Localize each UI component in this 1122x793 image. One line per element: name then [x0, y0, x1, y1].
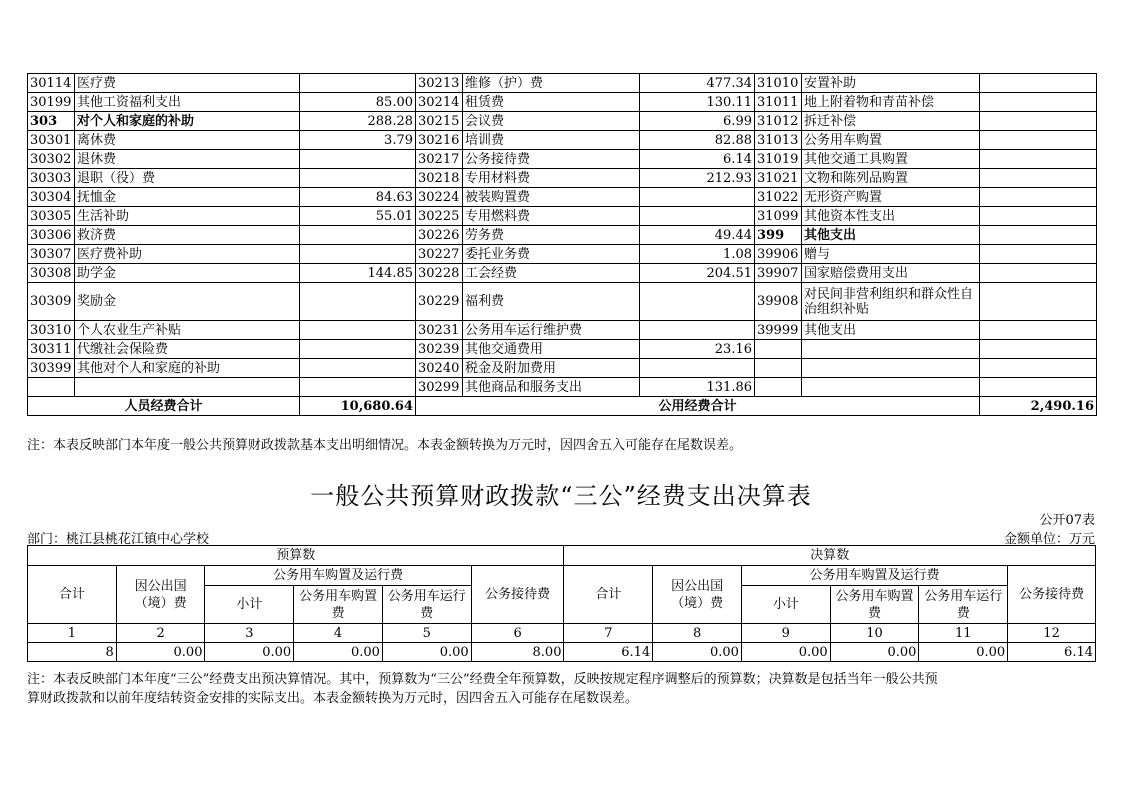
cell-name: 安置补助	[802, 74, 980, 93]
cell-code: 30310	[28, 321, 75, 340]
cell-amount: 0.00	[741, 643, 830, 662]
cell-name: 其他支出	[802, 321, 980, 340]
cell-code: 30229	[416, 283, 463, 321]
cell-code: 30309	[28, 283, 75, 321]
cell-amount: 6.14	[1008, 643, 1096, 662]
department-label: 部门：桃江县桃花江镇中心学校	[27, 532, 210, 547]
page-title: 一般公共预算财政拨款“三公”经费支出决算表	[310, 482, 812, 510]
cell-name: 代缴社会保险费	[75, 340, 300, 359]
cell-amount	[980, 74, 1097, 93]
cell-amount	[300, 378, 416, 397]
cell-name: 抚恤金	[75, 188, 300, 207]
cell-amount: 0.00	[830, 643, 919, 662]
table1-note: 注：本表反映部门本年度一般公共预算财政拨款基本支出明细情况。本表金额转换为万元时，因四舍五入可能存在尾数误差。	[27, 438, 743, 453]
column-index: 1	[28, 624, 117, 643]
cell-amount: 6.14	[564, 643, 653, 662]
cell-amount	[640, 283, 755, 321]
cell-amount	[980, 188, 1097, 207]
cell-code: 30239	[416, 340, 463, 359]
column-index: 11	[919, 624, 1008, 643]
cell-code: 31022	[755, 188, 802, 207]
header-car: 公务用车购置及运行费	[205, 566, 471, 586]
cell-code: 30217	[416, 150, 463, 169]
cell-name: 其他支出	[802, 226, 980, 245]
cell-code	[28, 378, 75, 397]
cell-name: 退职（役）费	[75, 169, 300, 188]
cell-name	[802, 359, 980, 378]
cell-name: 离休费	[75, 131, 300, 150]
cell-amount	[980, 131, 1097, 150]
table-row	[28, 378, 1097, 397]
cell-code: 31011	[755, 93, 802, 112]
cell-code: 39908	[755, 283, 802, 321]
cell-name: 其他资本性支出	[802, 207, 980, 226]
cell-code: 30305	[28, 207, 75, 226]
cell-amount	[300, 226, 416, 245]
cell-name: 奖励金	[75, 283, 300, 321]
cell-amount: 0.00	[116, 643, 205, 662]
cell-code	[755, 340, 802, 359]
cell-amount	[980, 169, 1097, 188]
total-label: 公用经费合计	[416, 397, 980, 416]
table-row	[28, 188, 1097, 207]
cell-amount: 84.63	[300, 188, 416, 207]
cell-code: 30215	[416, 112, 463, 131]
cell-amount: 0.00	[919, 643, 1008, 662]
cell-code: 39906	[755, 245, 802, 264]
cell-code	[755, 359, 802, 378]
cell-name: 税金及附加费用	[463, 359, 640, 378]
cell-amount	[980, 283, 1097, 321]
cell-amount	[300, 283, 416, 321]
cell-code: 30225	[416, 207, 463, 226]
cell-name: 对个人和家庭的补助	[75, 112, 300, 131]
cell-code: 30227	[416, 245, 463, 264]
cell-amount	[980, 321, 1097, 340]
cell-amount	[980, 359, 1097, 378]
cell-code: 30199	[28, 93, 75, 112]
column-index: 7	[564, 624, 653, 643]
table-row	[28, 74, 1097, 93]
cell-code: 30213	[416, 74, 463, 93]
cell-name: 其他商品和服务支出	[463, 378, 640, 397]
cell-code: 39999	[755, 321, 802, 340]
cell-code: 30214	[416, 93, 463, 112]
cell-name: 其他工资福利支出	[75, 93, 300, 112]
cell-name: 福利费	[463, 283, 640, 321]
cell-amount: 131.86	[640, 378, 755, 397]
cell-code: 30399	[28, 359, 75, 378]
table-row	[28, 226, 1097, 245]
cell-name: 公务接待费	[463, 150, 640, 169]
header-abroad: 因公出国（境）费	[116, 566, 205, 624]
table-row	[28, 207, 1097, 226]
table-row	[28, 93, 1097, 112]
column-index: 6	[471, 624, 564, 643]
unit-label: 金额单位：万元	[1003, 532, 1095, 547]
cell-amount	[980, 264, 1097, 283]
cell-amount: 288.28	[300, 112, 416, 131]
header-total: 合计	[28, 566, 117, 624]
cell-name: 其他对个人和家庭的补助	[75, 359, 300, 378]
cell-amount: 0.00	[382, 643, 471, 662]
table-row	[28, 245, 1097, 264]
cell-name: 被装购置费	[463, 188, 640, 207]
cell-amount: 204.51	[640, 264, 755, 283]
cell-amount	[980, 93, 1097, 112]
column-index: 2	[116, 624, 205, 643]
cell-amount: 82.88	[640, 131, 755, 150]
cell-name: 会议费	[463, 112, 640, 131]
cell-code: 30218	[416, 169, 463, 188]
cell-code: 30226	[416, 226, 463, 245]
header-reception: 公务接待费	[471, 566, 564, 624]
cell-amount	[980, 340, 1097, 359]
total-value: 10,680.64	[300, 397, 416, 416]
table-row	[28, 283, 1097, 321]
cell-name: 救济费	[75, 226, 300, 245]
cell-name	[802, 378, 980, 397]
cell-name: 维修（护）费	[463, 74, 640, 93]
column-index: 10	[830, 624, 919, 643]
cell-name	[75, 378, 300, 397]
cell-amount: 0.00	[294, 643, 383, 662]
basic-expenditure-table	[27, 73, 1097, 416]
cell-name: 工会经费	[463, 264, 640, 283]
cell-amount: 1.08	[640, 245, 755, 264]
header-subtotal: 小计	[205, 586, 294, 624]
table2-note-line2: 算财政拨款和以前年度结转资金安排的实际支出。本表金额转换为万元时，因四舍五入可能存在尾数误差。	[27, 691, 639, 706]
cell-code: 31099	[755, 207, 802, 226]
header-operation: 公务用车运行费	[382, 586, 471, 624]
cell-code: 39907	[755, 264, 802, 283]
cell-name: 其他交通工具购置	[802, 150, 980, 169]
cell-name: 劳务费	[463, 226, 640, 245]
cell-name: 国家赔偿费用支出	[802, 264, 980, 283]
header-total: 合计	[564, 566, 653, 624]
cell-name: 租赁费	[463, 93, 640, 112]
cell-amount: 6.99	[640, 112, 755, 131]
column-index: 12	[1008, 624, 1096, 643]
cell-code	[755, 378, 802, 397]
cell-amount	[300, 359, 416, 378]
cell-code: 30240	[416, 359, 463, 378]
cell-name: 赠与	[802, 245, 980, 264]
cell-code: 303	[28, 112, 75, 131]
header-budget: 预算数	[28, 546, 564, 566]
cell-amount	[300, 150, 416, 169]
total-row	[28, 397, 1097, 416]
header-car: 公务用车购置及运行费	[741, 566, 1007, 586]
cell-code: 30301	[28, 131, 75, 150]
table-row	[28, 112, 1097, 131]
cell-amount	[640, 188, 755, 207]
cell-code: 30303	[28, 169, 75, 188]
cell-amount	[980, 245, 1097, 264]
table-row	[28, 131, 1097, 150]
table-row	[28, 340, 1097, 359]
header-operation: 公务用车运行费	[919, 586, 1008, 624]
header-final: 决算数	[564, 546, 1096, 566]
cell-name: 公务用车运行维护费	[463, 321, 640, 340]
column-index: 5	[382, 624, 471, 643]
cell-amount: 0.00	[205, 643, 294, 662]
cell-code: 30231	[416, 321, 463, 340]
header-purchase: 公务用车购置费	[830, 586, 919, 624]
header-purchase: 公务用车购置费	[294, 586, 383, 624]
cell-name: 退休费	[75, 150, 300, 169]
cell-amount	[980, 207, 1097, 226]
header-abroad: 因公出国（境）费	[653, 566, 742, 624]
cell-name: 专用燃料费	[463, 207, 640, 226]
cell-amount: 8	[28, 643, 117, 662]
cell-amount	[640, 207, 755, 226]
table-code: 公开07表	[1039, 513, 1095, 528]
cell-code: 30304	[28, 188, 75, 207]
cell-code: 30307	[28, 245, 75, 264]
header-reception: 公务接待费	[1008, 566, 1096, 624]
table-row	[28, 169, 1097, 188]
cell-name: 地上附着物和青苗补偿	[802, 93, 980, 112]
cell-code: 30306	[28, 226, 75, 245]
cell-code: 30228	[416, 264, 463, 283]
cell-amount	[300, 321, 416, 340]
cell-name: 无形资产购置	[802, 188, 980, 207]
cell-name: 公务用车购置	[802, 131, 980, 150]
total-value: 2,490.16	[980, 397, 1097, 416]
cell-amount: 477.34	[640, 74, 755, 93]
cell-name: 其他交通费用	[463, 340, 640, 359]
cell-amount: 55.01	[300, 207, 416, 226]
cell-amount	[300, 340, 416, 359]
cell-amount	[980, 150, 1097, 169]
cell-name: 生活补助	[75, 207, 300, 226]
header-subtotal: 小计	[741, 586, 830, 624]
cell-code: 30299	[416, 378, 463, 397]
cell-code: 30216	[416, 131, 463, 150]
table-row	[28, 264, 1097, 283]
column-index: 3	[205, 624, 294, 643]
cell-amount	[640, 359, 755, 378]
cell-amount: 144.85	[300, 264, 416, 283]
cell-name	[802, 340, 980, 359]
cell-name: 文物和陈列品购置	[802, 169, 980, 188]
table2-note-line1: 注：本表反映部门本年度“三公”经费支出预决算情况。其中，预算数为“三公”经费全年预算数，反映按规定程序调整后的预算数；决算数是包括当年一般公共预	[27, 672, 938, 687]
table-row	[28, 150, 1097, 169]
cell-name: 对民间非营利组织和群众性自治组织补贴	[802, 283, 980, 321]
cell-amount	[300, 245, 416, 264]
cell-code: 31021	[755, 169, 802, 188]
cell-amount: 212.93	[640, 169, 755, 188]
cell-name: 委托业务费	[463, 245, 640, 264]
cell-code: 31010	[755, 74, 802, 93]
three-public-expenses-table	[27, 545, 1096, 662]
cell-code: 31019	[755, 150, 802, 169]
cell-amount	[980, 226, 1097, 245]
cell-code: 30114	[28, 74, 75, 93]
cell-name: 助学金	[75, 264, 300, 283]
cell-name: 拆迁补偿	[802, 112, 980, 131]
cell-name: 培训费	[463, 131, 640, 150]
cell-amount: 3.79	[300, 131, 416, 150]
cell-code: 30308	[28, 264, 75, 283]
cell-code: 399	[755, 226, 802, 245]
cell-amount	[980, 112, 1097, 131]
cell-amount: 8.00	[471, 643, 564, 662]
cell-code: 31013	[755, 131, 802, 150]
cell-amount: 6.14	[640, 150, 755, 169]
table-row	[28, 321, 1097, 340]
cell-amount	[300, 74, 416, 93]
cell-amount: 85.00	[300, 93, 416, 112]
cell-amount: 23.16	[640, 340, 755, 359]
cell-amount	[300, 169, 416, 188]
cell-amount: 130.11	[640, 93, 755, 112]
cell-name: 专用材料费	[463, 169, 640, 188]
cell-amount: 0.00	[653, 643, 742, 662]
column-index: 8	[653, 624, 742, 643]
column-index: 4	[294, 624, 383, 643]
total-label: 人员经费合计	[28, 397, 300, 416]
column-index: 9	[741, 624, 830, 643]
cell-amount	[640, 321, 755, 340]
cell-code: 30224	[416, 188, 463, 207]
cell-code: 30302	[28, 150, 75, 169]
cell-code: 30311	[28, 340, 75, 359]
cell-name: 医疗费补助	[75, 245, 300, 264]
table-row	[28, 359, 1097, 378]
cell-amount: 49.44	[640, 226, 755, 245]
cell-code: 31012	[755, 112, 802, 131]
cell-amount	[980, 378, 1097, 397]
cell-name: 个人农业生产补贴	[75, 321, 300, 340]
cell-name: 医疗费	[75, 74, 300, 93]
